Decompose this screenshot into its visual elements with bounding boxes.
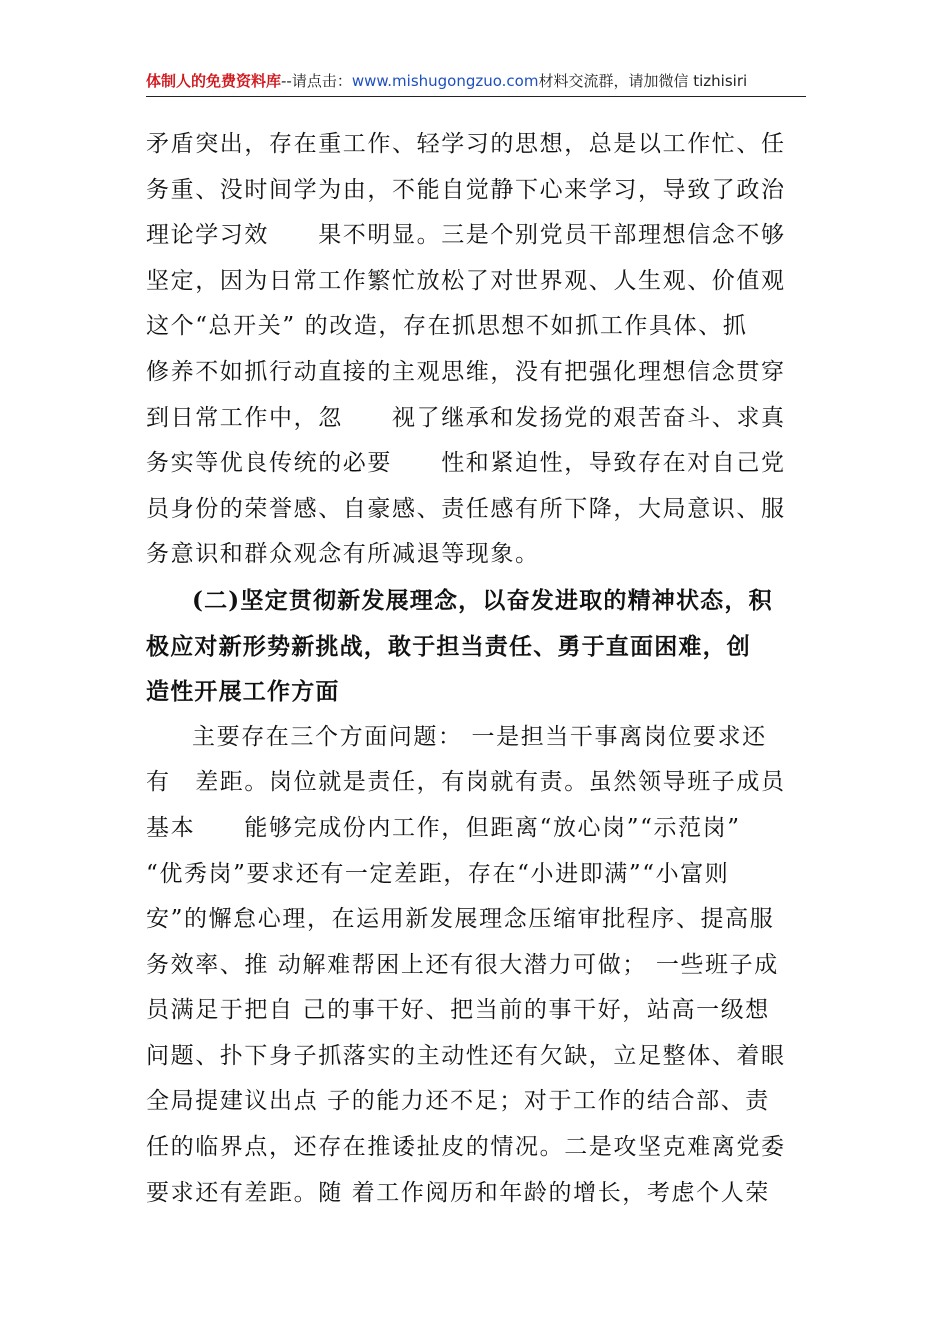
body-line: 理论学习效 果不明显。三是个别党员干部理想信念不够 [146,222,786,249]
section-heading-line: (二)坚定贯彻新发展理念，以奋发进取的精神状态，积 [192,586,773,614]
document-body [146,122,810,1216]
section-body-line: 问题、扑下身子抓落实的主动性还有欠缺，立足整体、着眼 [146,1042,786,1069]
body-line: 务意识和群众观念有所减退等现象。 [146,541,540,568]
section-body-line: 安”的懈怠心理，在运用新发展理念压缩审批程序、提高服 [146,906,775,933]
body-line: 务实等优良传统的必要 性和紧迫性，导致存在对自己党 [146,450,786,477]
body-line: 务重、没时间学为由，不能自觉静下心来学习，导致了政治 [146,176,786,203]
section-body-line: 基本 能够完成份内工作，但距离“放心岗”“示范岗” [146,814,741,841]
header-prompt: --请点击： [281,72,352,90]
section-body-line: 务效率、推 动解难帮困上还有很大潜力可做； 一些班子成 [146,951,779,978]
section-body-line: “优秀岗”要求还有一定差距，存在“小进即满”“小富则 [146,860,730,887]
header-brand: 体制人的免费资料库 [146,72,282,90]
section-body-line: 全局提建议出点 子的能力还不足；对于工作的结合部、责 [146,1088,770,1115]
body-line: 矛盾突出，存在重工作、轻学习的思想，总是以工作忙、任 [146,131,786,157]
section-heading-line: 造性开展工作方面 [146,678,340,706]
body-line: 坚定，因为日常工作繁忙放松了对世界观、人生观、价值观 [146,267,786,294]
page-header [146,66,806,97]
body-line: 员身份的荣誉感、自豪感、责任感有所下降，大局意识、服 [146,495,786,522]
section-body-line: 员满足于把自 己的事干好、把当前的事干好，站高一级想 [146,997,770,1024]
section-body-line: 任的临界点，还存在推诿扯皮的情况。二是攻坚克难离党委 [146,1134,786,1161]
header-url-link[interactable]: www.mishugongzuo.com [351,72,539,90]
section-body-line: 有 差距。岗位就是责任，有岗就有责。虽然领导班子成员 [146,769,786,796]
body-line: 这个“总开关” 的改造，存在抓思想不如抓工作具体、抓 [146,313,748,340]
body-line: 修养不如抓行动直接的主观思维，没有把强化理想信念贯穿 [146,358,786,385]
body-line: 到日常工作中，忽 视了继承和发扬党的艰苦奋斗、求真 [146,404,786,431]
section-heading-line: 极应对新形势新挑战，敢于担当责任、勇于直面困难，创 [146,632,751,660]
section-body-line: 要求还有差距。随 着工作阅历和年龄的增长，考虑个人荣 [146,1179,770,1206]
header-contact: 材料交流群，请加微信 tizhisiri [538,72,748,90]
section-body-line: 主要存在三个方面问题： 一是担当干事离岗位要求还 [192,723,767,750]
